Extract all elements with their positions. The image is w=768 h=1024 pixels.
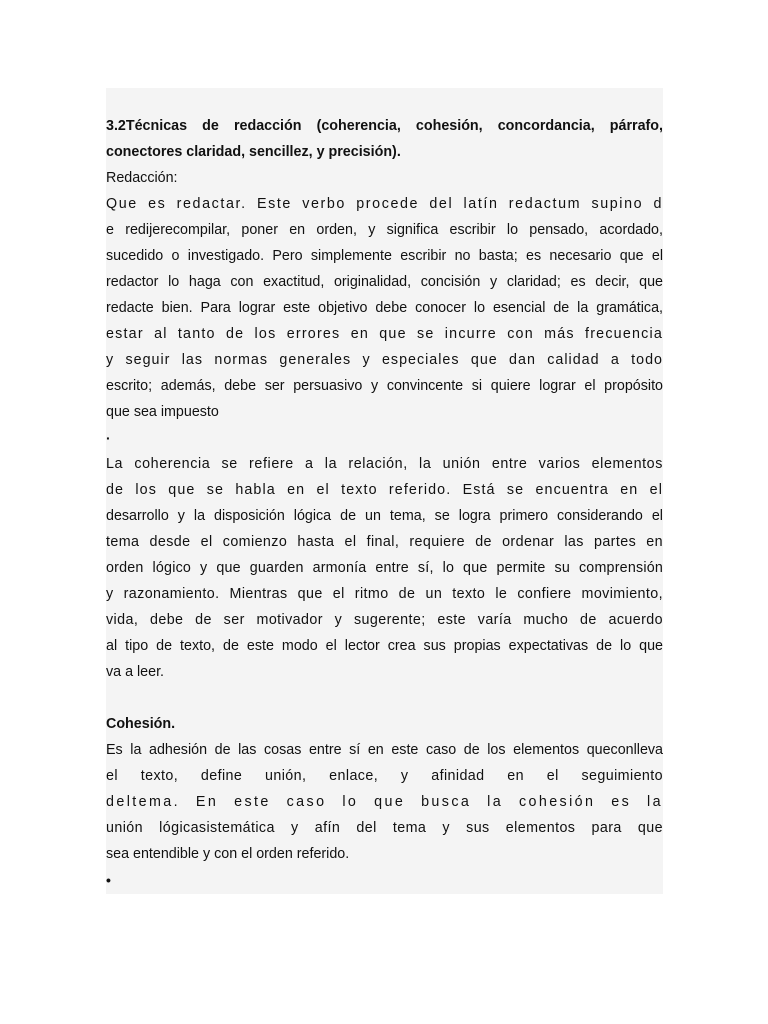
p2-line: tema desde el comienzo hasta el final, requiere de ordenar las partes en [106,534,663,550]
p1-line: que sea impuesto [106,404,219,420]
p1-line: y seguir las normas generales y especiales que dan calidad a todo [106,352,663,368]
p3-line: Es la adhesión de las cosas entre sí en este caso de los elementos queconlleva [106,742,663,758]
cohesion-heading: Cohesión. [106,716,176,732]
p1-line: sucedido o investigado. Pero simplemente escribir no basta; es necesario que el [106,248,663,264]
redaccion-label: Redacción: [106,170,178,186]
document-page [106,88,663,894]
p1-line: Que es redactar. Este verbo procede del latín redactum supino d [106,196,663,212]
p1-line: redactor lo haga con exactitud, originalidad, concisión y claridad; es decir, que [106,274,663,290]
bullet-dot: • [106,872,111,888]
heading-line-1: 3.2Técnicas de redacción (coherencia, cohesión, concordancia, párrafo, [106,118,663,134]
p1-line: e redijerecompilar, poner en orden, y significa escribir lo pensado, acordado, [106,222,663,238]
p2-line: va a leer. [106,664,165,680]
heading-line-2: conectores claridad, sencillez, y precisión). [106,144,401,160]
p3-line: sea entendible y con el orden referido. [106,846,350,862]
document-body [106,113,663,893]
p2-line: orden lógico y que guarden armonía entre sí, lo que permite su comprensión [106,560,663,576]
spacer [106,685,663,711]
p3-line: unión lógicasistemática y afín del tema y sus elementos para que [106,820,663,836]
p2-line: de los que se habla en el texto referido. Está se encuentra en el [106,482,663,498]
p2-line: La coherencia se refiere a la relación, la unión entre varios elementos [106,456,663,472]
p3-line: deltema. En este caso lo que busca la cohesión es la [106,794,663,810]
p1-line: escrito; además, debe ser persuasivo y convincente si quiere lograr el propósito [106,378,663,394]
p1-line: estar al tanto de los errores en que se incurre con más frecuencia [106,326,663,342]
p3-line: el texto, define unión, enlace, y afinidad en el seguimiento [106,768,663,784]
p2-line: vida, debe de ser motivador y sugerente; este varía mucho de acuerdo [106,612,663,628]
bullet-dot: · [106,430,111,446]
p1-line: redacte bien. Para lograr este objetivo debe conocer lo esencial de la gramática, [106,300,663,316]
p2-line: al tipo de texto, de este modo el lector crea sus propias expectativas de lo que [106,638,663,654]
p2-line: desarrollo y la disposición lógica de un tema, se logra primero considerando el [106,508,663,524]
p2-line: y razonamiento. Mientras que el ritmo de un texto le confiere movimiento, [106,586,663,602]
